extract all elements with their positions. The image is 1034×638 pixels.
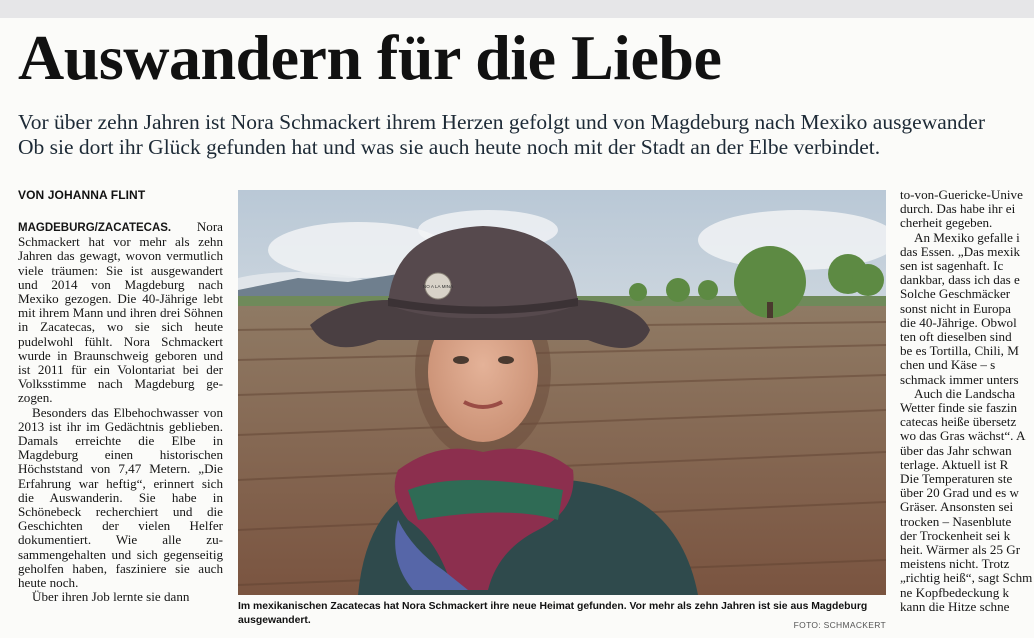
photo-credit: FOTO: SCHMACKERT	[793, 620, 886, 630]
article-photo	[238, 190, 886, 595]
photo-caption: Im mexikanischen Zacatecas hat Nora Schmackert ihre neue Heimat gefunden. Vor mehr als zehn Jahren ist sie aus Magdeburg ausgewandert.	[238, 601, 868, 626]
article-column-left	[18, 220, 223, 604]
right-column-line: ne Kopfbedeckung k	[900, 584, 1010, 600]
right-column-line: kann die Hitze schne	[900, 598, 1010, 614]
right-column-line: heit. Wärmer als 25 Gr	[900, 542, 1021, 558]
article-column-right	[900, 188, 1034, 614]
right-column-line: dankbar, dass ich das e	[900, 272, 1020, 288]
right-column-line: „richtig heiß“, sagt Schm	[900, 570, 1033, 586]
right-column-line: Wetter finde sie faszin	[900, 400, 1018, 416]
right-column-line: Auch die Landscha	[914, 385, 1016, 401]
right-column-line: über das Jahr schwan	[900, 442, 1012, 458]
article-headline: Auswandern für die Liebe	[18, 22, 722, 93]
right-column-line: der Trockenheit sei k	[900, 527, 1011, 543]
article-deck	[18, 110, 1034, 160]
right-column-line: to-von-Guericke-Unive	[900, 188, 1023, 202]
right-column-line: sonst nicht in Europa	[900, 300, 1011, 316]
paragraph-1-text: Nora Schmackert hat vor mehr als zehn Jahren das gewagt, wovon vermutlich viele träumen: Sie ist ausgewandert und 2014 von Magdeburg nach Mexiko gezogen. Die 40-Jährige lebt mit ihrem Mann und ihren drei Söhnen in Zacatecas, wo sie sich heute pudelwohl fühlt. Nora Schmackert wurde in Braunschweig geboren und ist 2011 für ein Volontariat bei der Volksstimme nach Magdeburg gezogen.	[18, 219, 223, 406]
paragraph-1	[18, 220, 223, 406]
right-column-line: meistens nicht. Trotz	[900, 556, 1010, 572]
right-column-line: wo das Gras wächst“. A	[900, 428, 1026, 444]
right-column-line: ten oft dieselben sind	[900, 329, 1012, 345]
dateline: MAGDEBURG/ZACATECAS.	[18, 222, 172, 234]
right-column-line: sen ist sagenhaft. Ic	[900, 258, 1004, 274]
right-column-line: Gräser. Ansonsten sei	[900, 499, 1014, 515]
right-column-line: Solche Geschmäcker	[900, 286, 1011, 302]
paragraph-3: Über ihren Job lernte sie dann	[32, 589, 190, 605]
right-column-line: das Essen. „Das mexik	[900, 243, 1020, 259]
byline: VON JOHANNA FLINT	[18, 188, 146, 202]
pin-text: NO A LA MINA	[422, 284, 454, 289]
photo-illustration	[238, 190, 886, 595]
right-column-line: terlage. Aktuell ist R	[900, 456, 1009, 472]
right-column-line: cherheit gegeben.	[900, 215, 993, 231]
right-column-line: catecas heiße übersetz	[900, 414, 1017, 430]
right-column-line: An Mexiko gefalle i	[914, 229, 1020, 245]
deck-line: Ob sie dort ihr Glück gefunden hat und was sie auch heute noch mit der Stadt an der Elbe verbindet.	[18, 135, 881, 159]
paragraph-2: Besonders das Elbehochwasser von 2013 ist ihr im Gedächtnis geblieben. Damals erreichte die Elbe in Magdeburg einen historischen Höchststand von 7,47 Metern. „Die Erfahrung war heftig“, erinnert sich die Auswanderin. Sie habe in Schönebeck recherchiert und die Geschichten der vielen Helfer dokumentiert. Wie alle zusammengehalten und sich gegenseitig geholfen haben, fasziniere sie auch heute noch.	[18, 404, 223, 591]
right-column-line: Die Temperaturen ste	[900, 471, 1013, 487]
right-column-line: die 40-Jährige. Obwol	[900, 314, 1017, 330]
right-column-line: trocken – Nasenblute	[900, 513, 1012, 529]
right-column-line: chen und Käse – s	[900, 357, 996, 373]
right-column-line: durch. Das habe ihr ei	[900, 201, 1016, 217]
right-column-line: be es Tortilla, Chili, M	[900, 343, 1019, 359]
deck-line: Vor über zehn Jahren ist Nora Schmackert ihrem Herzen gefolgt und von Magdeburg nach Mexiko ausgewander	[18, 110, 985, 134]
right-column-line: über 20 Grad und es w	[900, 485, 1019, 501]
right-column-line: schmack immer unters	[900, 371, 1019, 387]
newspaper-page	[0, 18, 1034, 638]
